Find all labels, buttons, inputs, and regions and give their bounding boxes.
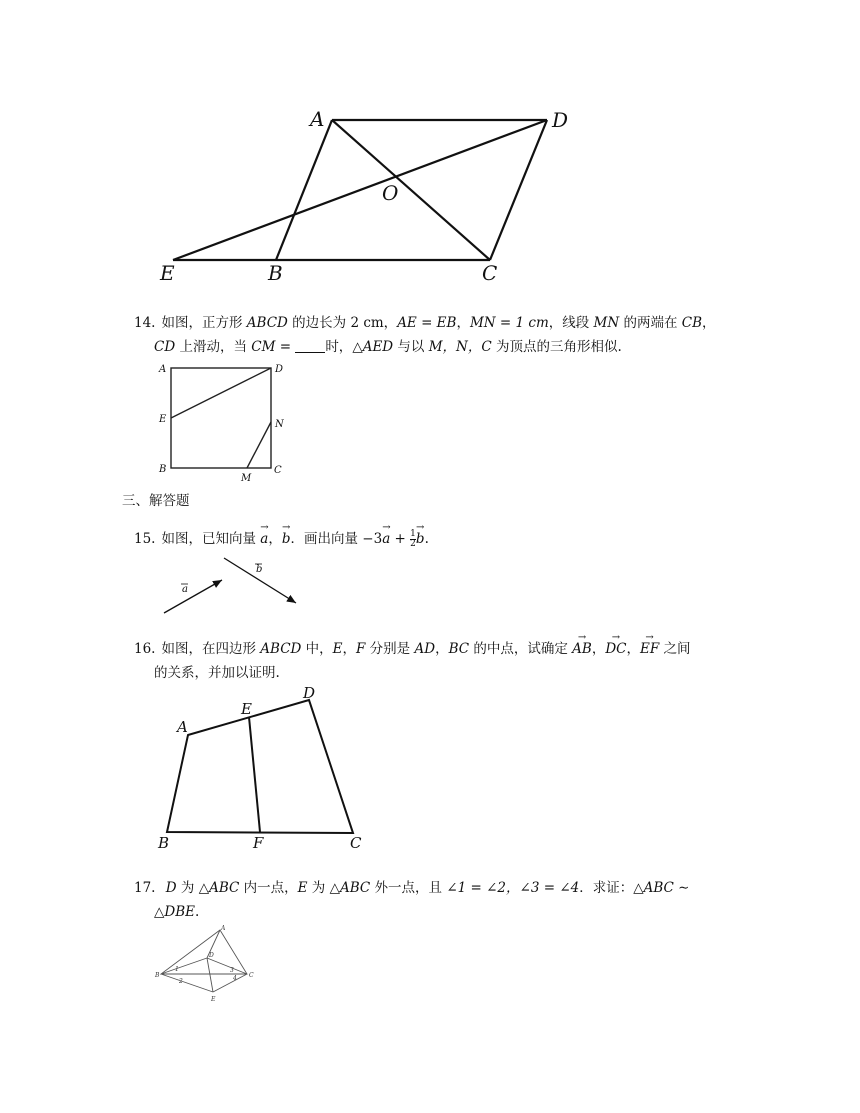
q16-text: 如图，在四边形 (161, 641, 261, 657)
q16-text: ， (591, 641, 606, 657)
question-14 (134, 311, 754, 359)
segment-EF (249, 717, 260, 832)
fraction-denominator: 2 (410, 539, 416, 549)
q16-side: AD (414, 641, 436, 657)
label-E: E (211, 996, 216, 1003)
q14-triangle: △AED (352, 339, 394, 355)
q14-condition: MN = 1 cm (469, 315, 549, 331)
q14-text: 的两端在 (619, 315, 682, 331)
vector-a: → a (382, 527, 390, 551)
q17-text: 内一点， (239, 880, 298, 896)
question-number: 16. (134, 641, 156, 657)
label-D: D (209, 952, 214, 959)
label-N: N (275, 419, 284, 430)
segment-ED (173, 120, 547, 260)
segment-ED (171, 368, 271, 418)
label-A: A (159, 364, 167, 375)
q17-triangle: △ABC (198, 880, 240, 896)
q14-text: 时， (325, 339, 353, 355)
q17-text: 为 (307, 880, 330, 896)
q15-plus: + (390, 531, 411, 547)
fraction-numerator: 1 (410, 529, 416, 539)
q14-square: ABCD (246, 315, 288, 331)
label-4: 4 (233, 975, 237, 982)
q15-text: ， (268, 531, 282, 547)
label-E: E (241, 700, 252, 718)
segment-MN (247, 422, 271, 468)
triangle-ABC (161, 930, 247, 974)
segment-AB (276, 120, 332, 260)
label-C: C (249, 972, 254, 979)
label-E: E (160, 261, 175, 285)
q17-triangle-dbe: △DBE (154, 904, 195, 920)
q17-text: . (194, 904, 200, 920)
figure-vectors (160, 555, 310, 620)
segment-AC (332, 120, 490, 260)
label-E: E (159, 414, 167, 425)
segment-DC (207, 958, 247, 974)
label-C: C (482, 261, 498, 285)
label-A: A (310, 107, 325, 131)
q17-line2 (134, 900, 754, 924)
label-B: B (159, 464, 167, 475)
section-heading: 三、解答题 (122, 493, 190, 509)
label-a: a (182, 584, 188, 595)
label-B: B (268, 261, 283, 285)
q14-side: CD (154, 339, 176, 355)
vector-AB: → AB (572, 637, 592, 661)
segment-BE (161, 974, 213, 992)
label-O: O (382, 181, 399, 205)
figure-square (155, 360, 295, 485)
label-D: D (303, 684, 316, 702)
q14-text: ， (702, 315, 716, 331)
vector-b: → b (416, 527, 425, 551)
q16-side: BC (448, 641, 470, 657)
q17-text: ．求证： (579, 880, 634, 896)
q14-side: CB (681, 315, 703, 331)
q14-text: ，线段 (548, 315, 594, 331)
segment-DE (207, 958, 213, 992)
q14-condition: AE = EB (397, 315, 457, 331)
q15-text: ．画出向量 (290, 531, 363, 547)
q17-similar: △ABC ∼ (633, 880, 690, 896)
q17-text: 为 (176, 880, 199, 896)
q16-point: F (356, 641, 366, 657)
q16-text: ， (435, 641, 449, 657)
label-B: B (158, 834, 170, 852)
label-B: B (155, 972, 160, 979)
label-F: F (253, 834, 264, 852)
q14-text: 上滑动，当 (175, 339, 252, 355)
q16-line2: 的关系，并加以证明. (154, 665, 280, 681)
q14-line2 (134, 335, 754, 359)
question-number: 14. (134, 315, 156, 331)
label-D: D (552, 108, 569, 132)
label-A: A (221, 925, 226, 932)
q16-text: ， (342, 641, 357, 657)
figure-triangle (155, 922, 265, 1004)
q17-point: E (297, 880, 308, 896)
q17-text: 外一点，且 (370, 880, 447, 896)
question-number: 15. (134, 531, 156, 547)
question-number: 17. (134, 880, 156, 896)
label-1: 1 (175, 966, 179, 973)
vector-DC: → DC (605, 637, 626, 661)
q16-point: E (332, 641, 343, 657)
answer-blank[interactable] (295, 338, 325, 353)
vector-b: → b (282, 527, 291, 551)
vector-a: → a (260, 527, 268, 551)
figure-parallelogram (150, 100, 580, 290)
q14-points: M，N，C (428, 339, 492, 355)
question-17 (134, 876, 754, 924)
q16-text: 中， (301, 641, 333, 657)
q15-text: 如图，已知向量 (161, 531, 261, 547)
q14-segment: MN (593, 315, 620, 331)
q14-text: 如图，正方形 (161, 315, 247, 331)
q14-text: 为顶点的三角形相似. (491, 339, 622, 355)
segment-EC (213, 974, 247, 992)
q15-text: . (424, 531, 429, 547)
q15-coefficient: −3 (362, 531, 383, 547)
label-3: 3 (230, 967, 234, 974)
q16-quad: ABCD (260, 641, 302, 657)
q16-text: 分别是 (365, 641, 415, 657)
q16-text: 的中点，试确定 (469, 641, 573, 657)
vector-EF: → EF (640, 637, 659, 661)
q17-point: D (165, 880, 177, 896)
q16-text: ， (626, 641, 640, 657)
q14-text: 与以 (393, 339, 429, 355)
q17-angles: ∠1 = ∠2，∠3 = ∠4 (446, 880, 580, 896)
segment-DC (490, 120, 547, 260)
q14-text: 的边长为 2 cm， (287, 315, 398, 331)
quad-ABCD (167, 700, 353, 833)
segment-BD (161, 958, 207, 974)
vector-a-arrow (164, 580, 222, 613)
figure-quadrilateral (150, 680, 380, 855)
q14-cm: CM = (251, 339, 292, 355)
label-b: b (256, 564, 263, 575)
label-2: 2 (179, 978, 183, 985)
label-A: A (177, 718, 188, 736)
q17-triangle: △ABC (329, 880, 371, 896)
q16-text: 之间 (659, 641, 691, 657)
question-16 (134, 637, 754, 685)
label-C: C (274, 465, 282, 476)
square-ABCD (171, 368, 271, 468)
question-15 (134, 527, 754, 551)
label-D: D (275, 364, 284, 375)
label-C: C (350, 834, 362, 852)
label-M: M (241, 473, 252, 484)
q14-text: ， (456, 315, 470, 331)
